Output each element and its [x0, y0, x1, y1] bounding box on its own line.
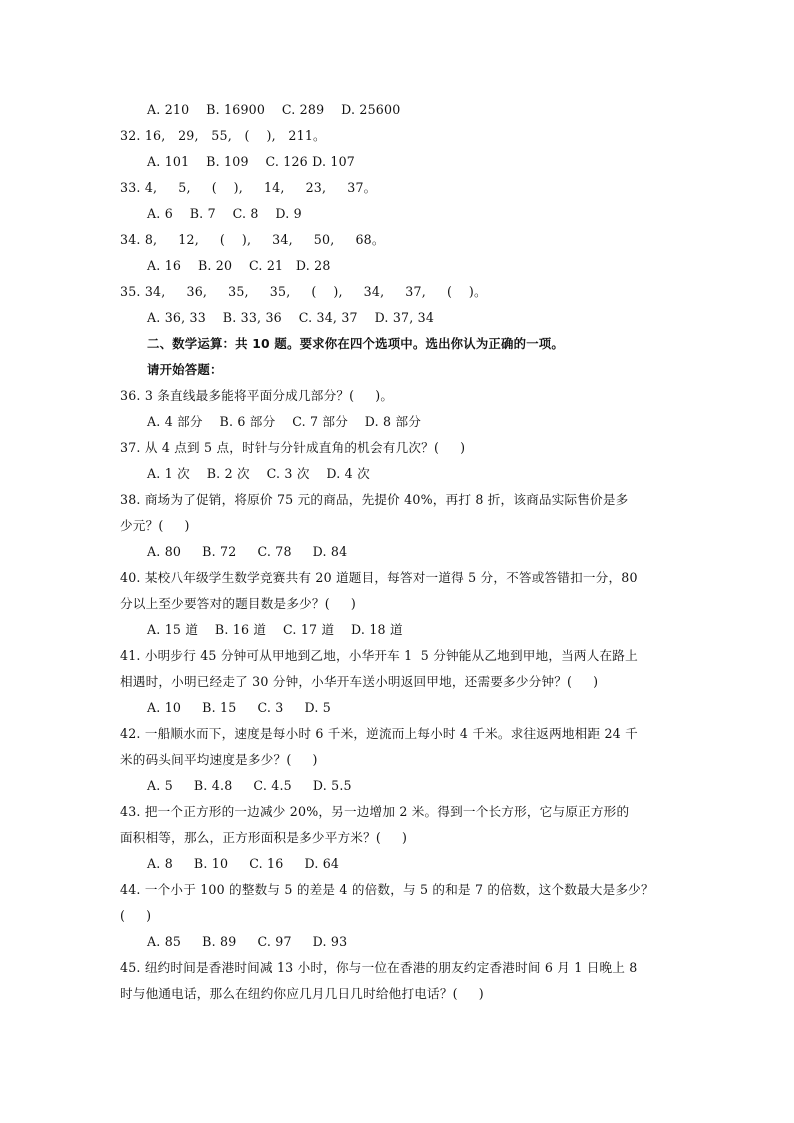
question-45-cont: 时与他通电话，那么在纽约你应几月几日几时给他打电话？( ) [120, 986, 484, 1001]
options-line-36: A. 4 部分 B. 6 部分 C. 7 部分 D. 8 部分 [147, 414, 422, 429]
question-43: 43. 把一个正方形的一边减少 20%，另一边增加 2 米。得到一个长方形，它与原正方形的 [120, 804, 630, 819]
options-line-37: A. 1 次 B. 2 次 C. 3 次 D. 4 次 [147, 466, 370, 481]
section-heading: 二、数学运算：共 10 题。要求你在四个选项中。选出你认为正确的一项。 [147, 336, 564, 351]
options-line-40: A. 15 道 B. 16 道 C. 17 道 D. 18 道 [147, 622, 403, 637]
question-32: 32. 16, 29, 55, ( ), 211。 [120, 128, 326, 143]
options-line-41: A. 10 B. 15 C. 3 D. 5 [147, 700, 331, 715]
question-37: 37. 从 4 点到 5 点，时针与分针成直角的机会有几次？( ) [120, 440, 466, 455]
question-41-cont: 相遇时，小明已经走了 30 分钟，小华开车送小明返回甲地，还需要多少分钟？( ) [120, 674, 599, 689]
question-33: 33. 4, 5, ( ), 14, 23, 37。 [120, 180, 377, 195]
options-line-32: A. 101 B. 109 C. 126 D. 107 [147, 154, 355, 169]
options-line-31: A. 210 B. 16900 C. 289 D. 25600 [147, 102, 401, 117]
options-line-38: A. 80 B. 72 C. 78 D. 84 [147, 544, 348, 559]
question-45: 45. 纽约时间是香港时间减 13 小时，你与一位在香港的朋友约定香港时间 6 月 1 日晚上 8 [120, 960, 638, 975]
options-line-43: A. 8 B. 10 C. 16 D. 64 [147, 856, 340, 871]
options-line-34: A. 16 B. 20 C. 21 D. 28 [147, 258, 331, 273]
question-34: 34. 8, 12, ( ), 34, 50, 68。 [120, 232, 385, 247]
question-36: 36. 3 条直线最多能将平面分成几部分？( )。 [120, 388, 394, 403]
question-44: 44. 一个小于 100 的整数与 5 的差是 4 的倍数，与 5 的和是 7 的倍数，这个数最大是多少？ [120, 882, 654, 897]
options-line-33: A. 6 B. 7 C. 8 D. 9 [147, 206, 302, 221]
options-line-42: A. 5 B. 4.8 C. 4.5 D. 5.5 [147, 778, 352, 793]
question-44-cont: ( ) [120, 908, 152, 923]
question-42-cont: 米的码头间平均速度是多少？( ) [120, 752, 318, 767]
question-35: 35. 34, 36, 35, 35, ( ), 34, 37, ( )。 [120, 284, 487, 299]
options-line-35: A. 36, 33 B. 33, 36 C. 34, 37 D. 37, 34 [147, 310, 435, 325]
question-40-cont: 分以上至少要答对的题目数是多少？( ) [120, 596, 356, 611]
question-43-cont: 面积相等，那么，正方形面积是多少平方米？( ) [120, 830, 408, 845]
question-41: 41. 小明步行 45 分钟可从甲地到乙地，小华开车 1 5 分钟能从乙地到甲地，当两人在路上 [120, 648, 638, 663]
options-line-44: A. 85 B. 89 C. 97 D. 93 [147, 934, 348, 949]
section-instruction: 请开始答题： [147, 362, 223, 377]
question-42: 42. 一船顺水而下，速度是每小时 6 千米，逆流而上每小时 4 千米。求往返两地相距 24 千 [120, 726, 638, 741]
question-40: 40. 某校八年级学生数学竞赛共有 20 道题目，每答对一道得 5 分，不答或答错扣一分，80 [120, 570, 638, 585]
question-38-cont: 少元？( ) [120, 518, 190, 533]
question-38: 38. 商场为了促销，将原价 75 元的商品，先提价 40%，再打 8 折，该商品实际售价是多 [120, 492, 629, 507]
